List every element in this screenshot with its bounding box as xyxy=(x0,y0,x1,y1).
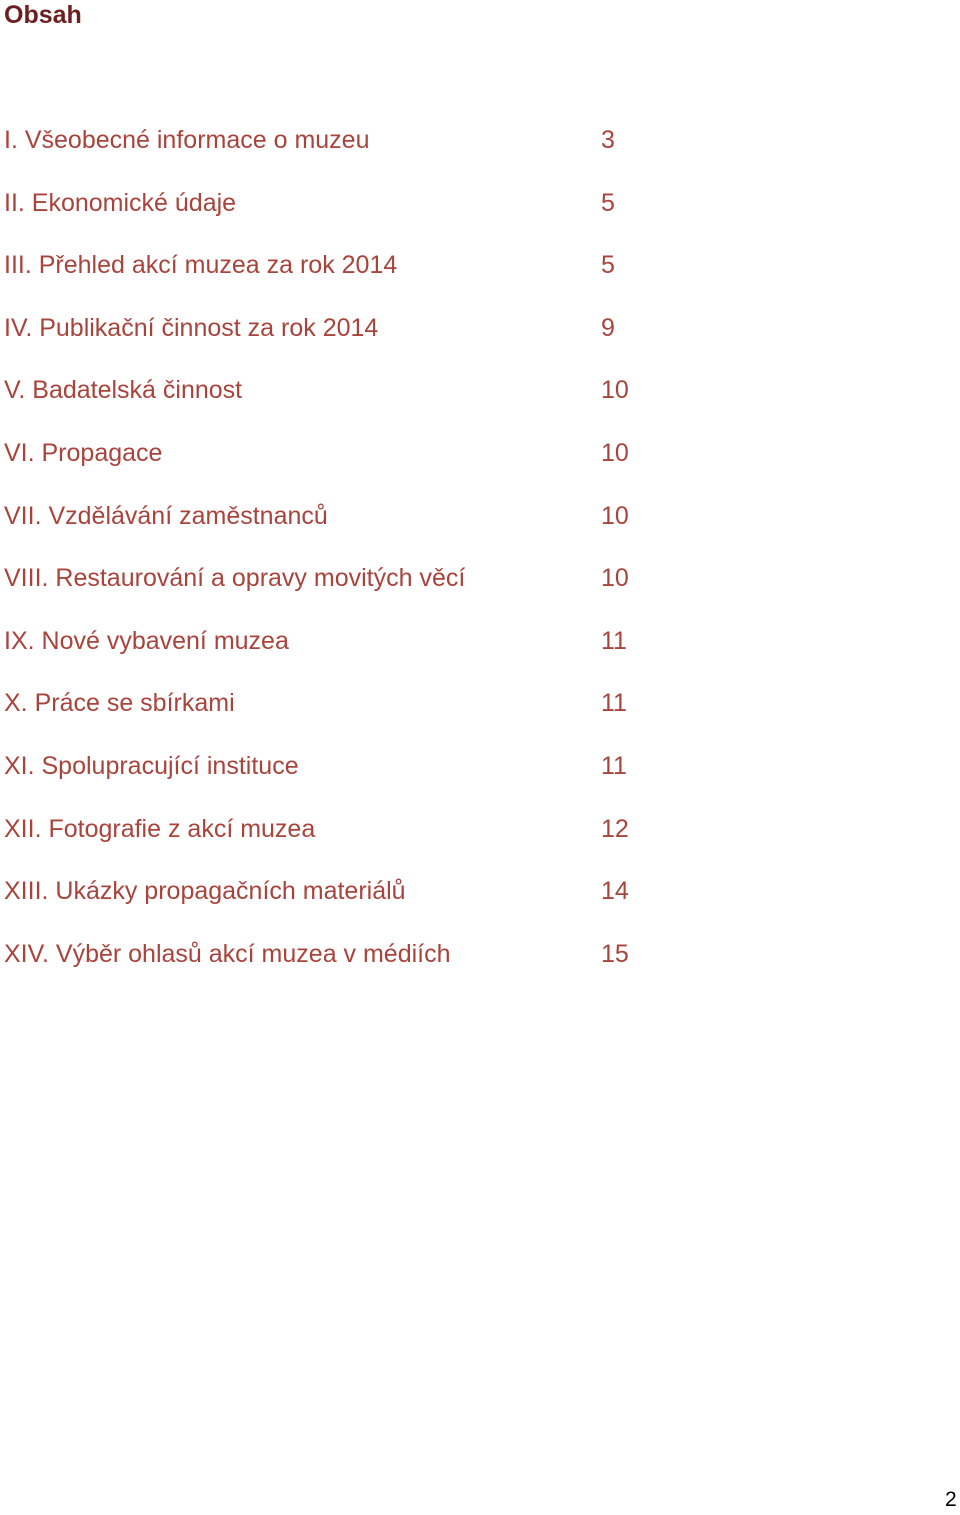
page-title: Obsah xyxy=(4,1,82,29)
toc-entry[interactable] xyxy=(4,370,644,433)
toc-entry[interactable] xyxy=(4,120,644,183)
toc-entry-label: III. Přehled akcí muzea za rok 2014 xyxy=(4,251,398,280)
toc-entry[interactable] xyxy=(4,433,644,496)
toc-entry-page: 12 xyxy=(601,814,629,843)
toc-entry-page: 11 xyxy=(601,751,627,780)
toc-entry[interactable] xyxy=(4,746,644,809)
toc-entry-page: 10 xyxy=(601,564,629,593)
toc-entry-label: XI. Spolupracující instituce xyxy=(4,751,299,780)
toc-entry-label: VI. Propagace xyxy=(4,438,163,467)
toc-entry[interactable] xyxy=(4,558,644,621)
toc-entry[interactable] xyxy=(4,683,644,746)
toc-entry-label: IX. Nové vybavení muzea xyxy=(4,626,289,655)
toc-entry-label: VIII. Restaurování a opravy movitých věcí xyxy=(4,564,466,593)
toc-entry-label: VII. Vzdělávání zaměstnanců xyxy=(4,501,328,530)
toc-entry[interactable] xyxy=(4,308,644,371)
toc-entry-label: XIII. Ukázky propagačních materiálů xyxy=(4,877,406,906)
toc-entry[interactable] xyxy=(4,871,644,934)
toc-entry-page: 15 xyxy=(601,939,629,968)
toc-entry-label: II. Ekonomické údaje xyxy=(4,188,237,217)
toc-entry-page: 11 xyxy=(601,626,627,655)
toc-entry[interactable] xyxy=(4,809,644,872)
toc-entry-page: 3 xyxy=(601,126,615,154)
toc-entry-page: 5 xyxy=(601,251,615,280)
toc-entry-page: 10 xyxy=(601,376,629,405)
toc-entry-label: XII. Fotografie z akcí muzea xyxy=(4,814,316,843)
toc-entry-page: 10 xyxy=(601,438,629,467)
page-number: 2 xyxy=(945,1488,957,1511)
toc-entry-page: 11 xyxy=(601,689,627,718)
toc-entry-label: IV. Publikační činnost za rok 2014 xyxy=(4,313,379,342)
toc-entry-label: XIV. Výběr ohlasů akcí muzea v médiích xyxy=(4,939,451,968)
table-of-contents xyxy=(4,120,644,996)
toc-entry[interactable] xyxy=(4,245,644,308)
toc-entry-page: 9 xyxy=(601,313,615,342)
toc-entry-page: 10 xyxy=(601,501,629,530)
toc-entry-page: 14 xyxy=(601,877,629,906)
toc-entry[interactable] xyxy=(4,183,644,246)
toc-entry-label: X. Práce se sbírkami xyxy=(4,689,235,718)
toc-entry[interactable] xyxy=(4,934,644,997)
toc-entry-label: V. Badatelská činnost xyxy=(4,376,243,405)
toc-entry[interactable] xyxy=(4,621,644,684)
toc-entry-page: 5 xyxy=(601,188,615,217)
toc-entry-label: I. Všeobecné informace o muzeu xyxy=(4,126,370,154)
toc-entry[interactable] xyxy=(4,496,644,559)
